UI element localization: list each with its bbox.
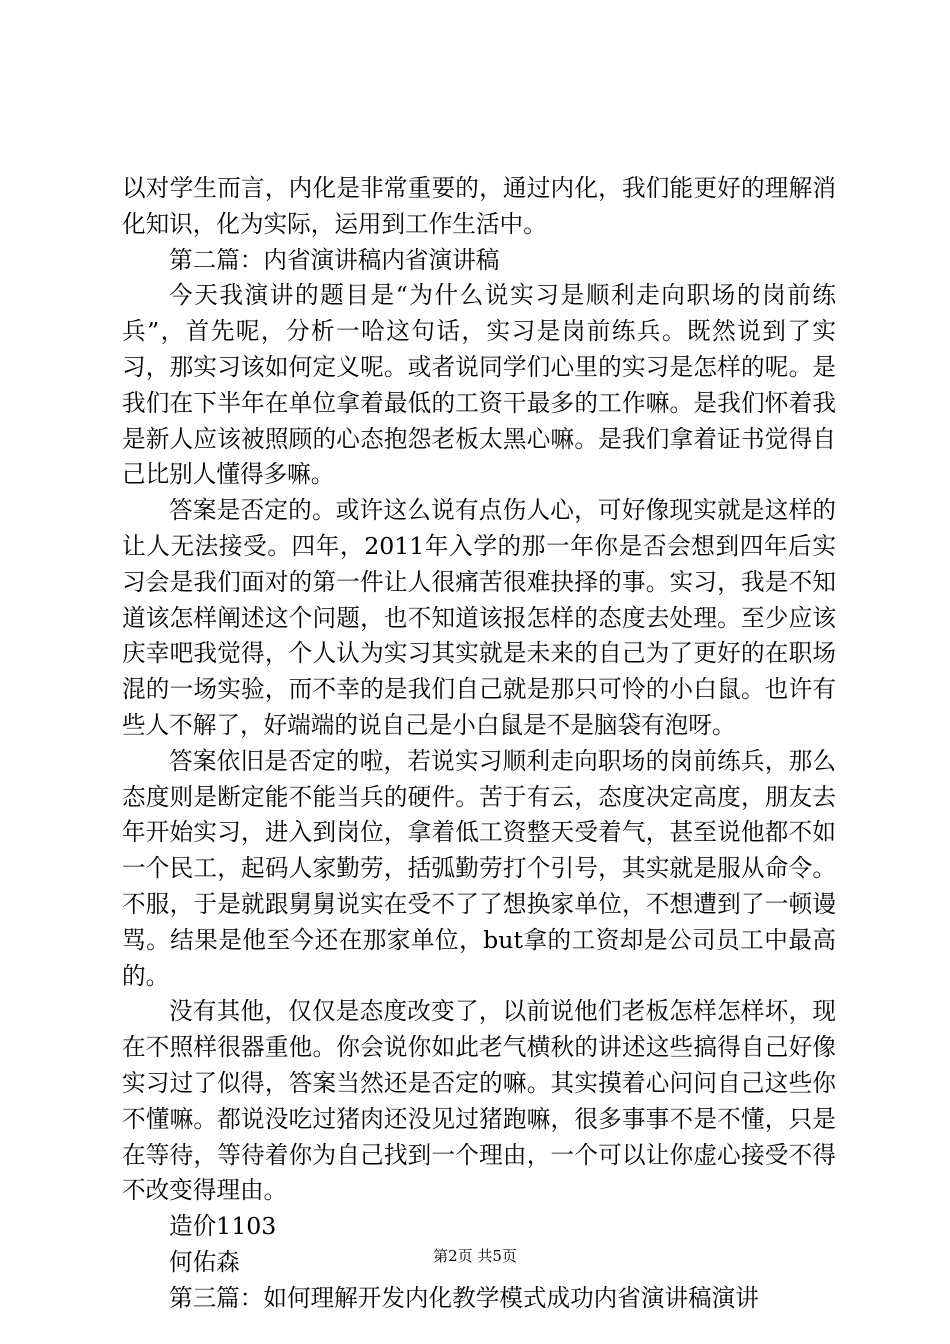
paragraph: 没有其他，仅仅是态度改变了，以前说他们老板怎样怎样坏，现在不照样很器重他。你会说你如此老气横秋的讲述这些搞得自己好像实习过了似得，答案当然还是否定的嘛。其实摸着心问问自己这些你不懂嘛。都说没吃过猪肉还没见过猪跑嘛，很多事事不是不懂，只是在等待，等待着你为自己找到一个理由，一个可以让你虚心接受不得不改变得理由。 <box>122 997 836 1205</box>
document-body <box>122 171 836 1317</box>
paragraph: 答案依旧是否定的啦，若说实习顺利走向职场的岗前练兵，那么态度则是断定能不能当兵的硬件。苦于有云，态度决定高度，朋友去年开始实习，进入到岗位，拿着低工资整天受着气，甚至说他都不如一个民工，起码人家勤劳，括弧勤劳打个引号，其实就是服从命令。不服，于是就跟舅舅说实在受不了了想换家单位，不想遭到了一顿谩骂。结果是他至今还在那家单位，but拿的工资却是公司员工中最高的。 <box>122 746 836 990</box>
section-heading-3: 第三篇：如何理解开发内化教学模式成功内省演讲稿演讲 <box>169 1283 759 1312</box>
page-footer: 第2页 共5页 <box>433 1247 517 1265</box>
class-name-line: 造价1103 <box>169 1212 277 1241</box>
paragraph: 答案是否定的。或许这么说有点伤人心，可好像现实就是这样的让人无法接受。四年，2011年入学的那一年你是否会想到四年后实习会是我们面对的第一件让人很痛苦很难抉择的事。实习，我是不知道该怎样阐述这个问题，也不知道该报怎样的态度去处理。至少应该庆幸吧我觉得，个人认为实习其实就是未来的自己为了更好的在职场混的一场实验，而不幸的是我们自己就是那只可怜的小白鼠。也许有些人不解了，好端端的说自己是小白鼠是不是脑袋有泡呀。 <box>122 496 836 739</box>
paragraph-continuation: 以对学生而言，内化是非常重要的，通过内化，我们能更好的理解消化知识，化为实际，运用到工作生活中。 <box>122 174 836 238</box>
author-name-line: 何佑森 <box>169 1247 240 1276</box>
paragraph: 今天我演讲的题目是“为什么说实习是顺利走向职场的岗前练兵”，首先呢，分析一哈这句话，实习是岗前练兵。既然说到了实习，那实习该如何定义呢。或者说同学们心里的实习是怎样的呢。是我们在下半年在单位拿着最低的工资干最多的工作嘛。是我们怀着我是新人应该被照顾的心态抱怨老板太黑心嘛。是我们拿着证书觉得自己比别人懂得多嘛。 <box>122 281 836 489</box>
section-heading-2: 第二篇：内省演讲稿内省演讲稿 <box>169 245 500 274</box>
